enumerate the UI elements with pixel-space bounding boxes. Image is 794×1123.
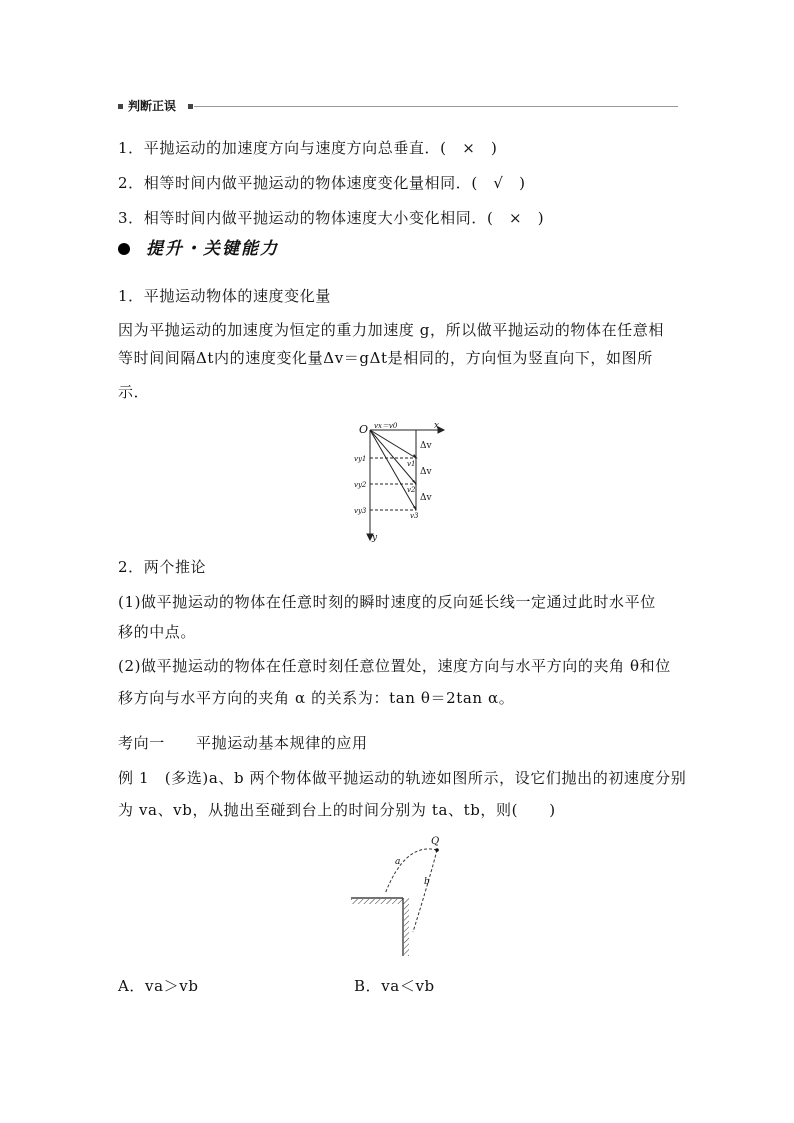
point2-line: 移的中点。 [118,623,197,641]
launch-point [435,848,439,852]
ability-section-title: 提升・关键能力 [146,239,279,259]
v2-label: v2 [407,486,416,494]
point1-line: 等时间间隔Δt内的速度变化量Δv＝gΔt是相同的，方向恒为竖直向下，如图所 [118,349,653,367]
origin-label: O [359,423,369,436]
point1-line: 因为平抛运动的加速度为恒定的重力加速度 g，所以做平抛运动的物体在任意相 [118,321,664,339]
point2-line: (2)做平抛运动的物体在任意时刻任意位置处，速度方向与水平方向的夹角 θ和位 [118,657,671,675]
vy1-label: vy1 [354,455,367,463]
v1-label: v1 [407,460,416,468]
point-q-label: Q [431,836,440,847]
direction-heading: 考向一 平抛运动基本规律的应用 [118,734,368,752]
option-a: A．va＞vb [118,977,199,995]
velocity-vector-3 [370,430,416,510]
delta-label-3: Δv [420,493,432,503]
velocity-change-figure [350,418,450,544]
point1-line: 示． [118,383,150,401]
trajectory-figure [345,832,455,960]
platform-hatch [351,899,403,904]
trajectory-a [385,849,437,894]
trajectory-b [413,850,437,932]
header-divider [194,106,678,107]
velocity-vector-2 [370,430,416,484]
vy2-label: vy2 [354,481,367,489]
example-line: 为 va、vb，从抛出至碰到台上的时间分别为 ta、tb，则( ) [118,801,556,819]
velocity-vector-1 [370,430,416,458]
wall-hatch [404,904,409,956]
example-paragraph [118,768,687,820]
example-line: 例 1 (多选)a、b 两个物体做平抛运动的轨迹如图所示，设它们抛出的初速度分别 [118,769,687,787]
point2-line: 移方向与水平方向的夹角 α 的关系为：tan θ＝2tan α。 [118,689,515,707]
v3-label: v3 [410,512,419,520]
delta-label-2: Δv [420,467,432,477]
curve-b-label: b [424,877,430,887]
judge-section-header [118,98,678,114]
option-b: B．va＜vb [354,977,435,995]
corner-hatch [403,898,409,904]
judge-item-3: 3．相等时间内做平抛运动的物体速度大小变化相同．( × ) [118,209,545,227]
point2-line: (1)做平抛运动的物体在任意时刻的瞬时速度的反向延长线一定通过此时水平位 [118,593,656,611]
point2-title: 2．两个推论 [118,558,207,576]
delta-label-1: Δv [420,441,432,451]
point2-paragraph [118,592,678,708]
y-axis-label: y [372,533,378,543]
header-square-icon [118,104,123,109]
header-square-icon [188,104,193,109]
bullet-dot-icon [118,243,130,255]
judge-item-2: 2．相等时间内做平抛运动的物体速度变化量相同．( √ ) [118,174,526,192]
judge-item-1: 1．平抛运动的加速度方向与速度方向总垂直．( × ) [118,139,498,157]
x-axis-label: x [434,421,440,431]
point1-paragraph [118,320,678,402]
judge-section-title: 判断正误 [128,99,177,113]
point1-title: 1．平抛运动物体的速度变化量 [118,287,331,305]
top-velocity-label: vx＝v0 [374,422,398,430]
curve-a-label: a [395,857,401,867]
vy3-label: vy3 [354,507,367,515]
